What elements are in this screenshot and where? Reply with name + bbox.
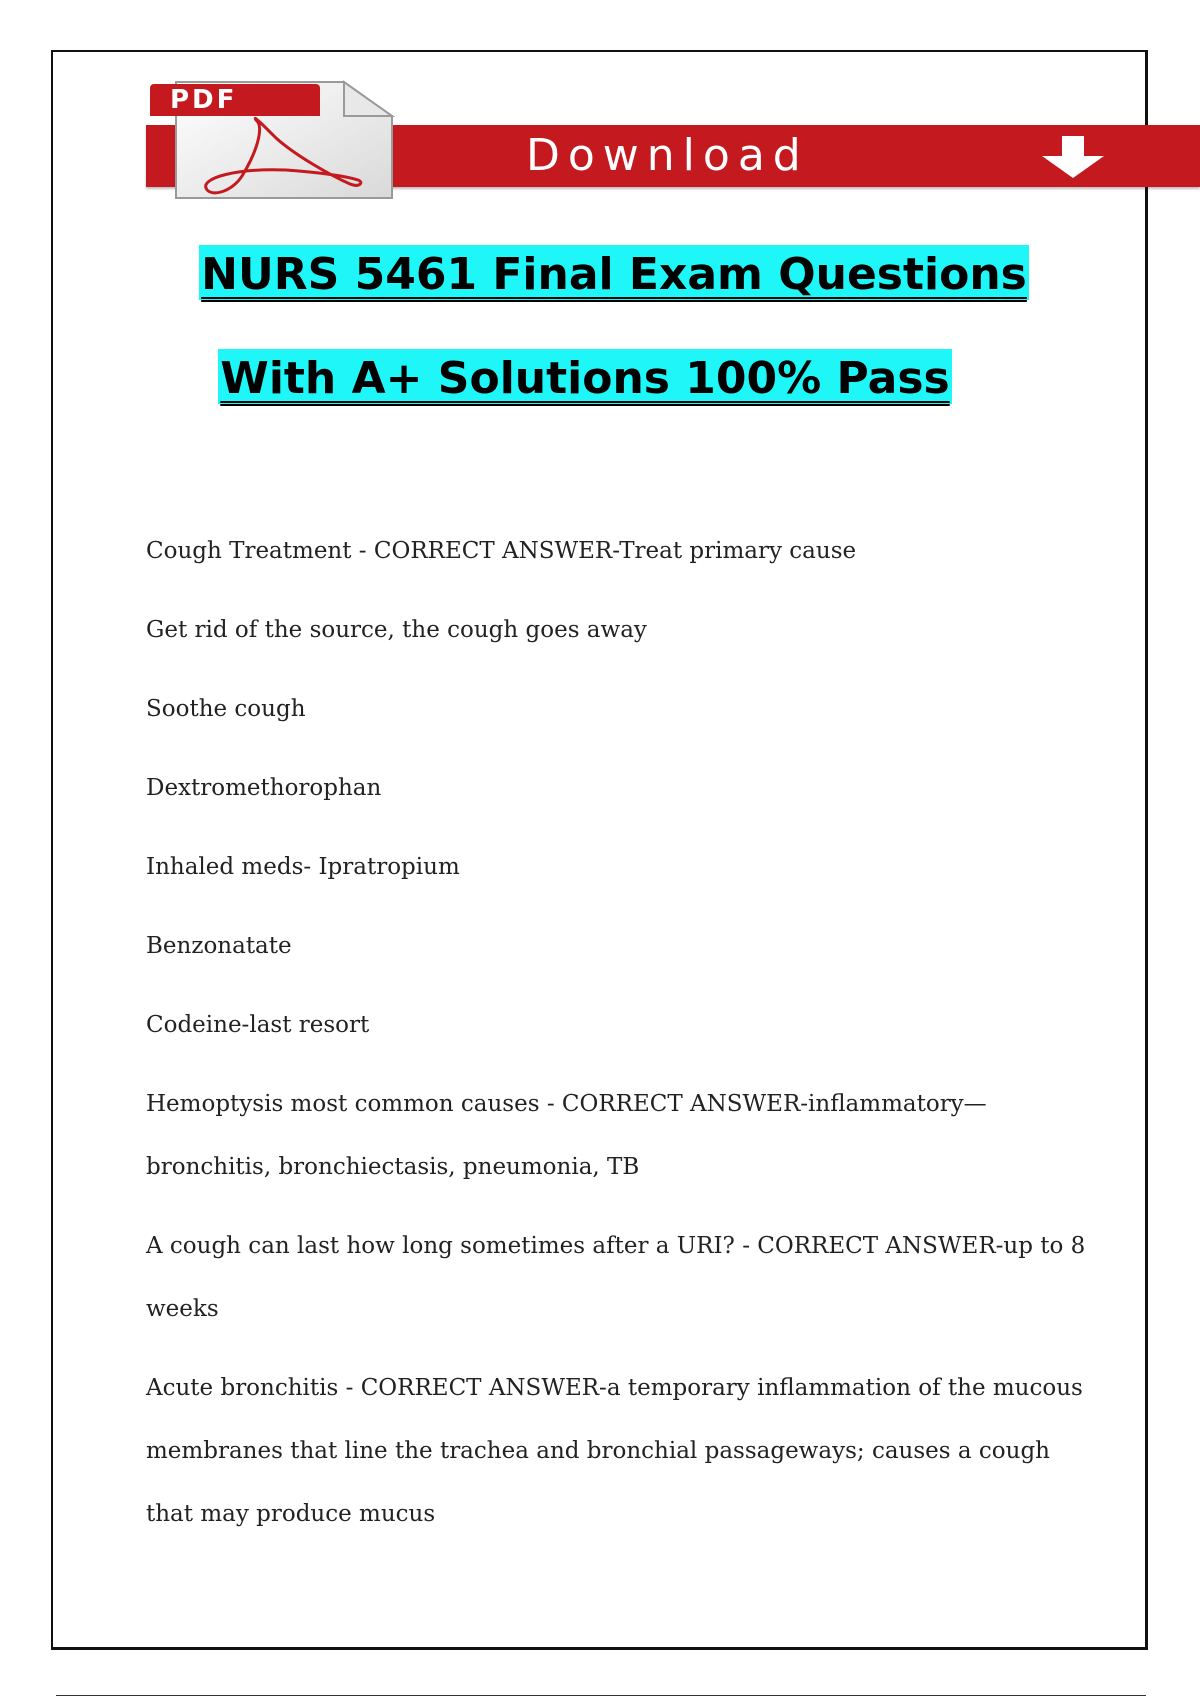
paragraph-hemoptysis: Hemoptysis most common causes - CORRECT ANSWER-inflammatory—bronchitis, bronchiectasis, pneumonia, TB — [146, 1091, 987, 1180]
document-title-line-1 — [14, 246, 1200, 304]
paragraph-cough-duration: A cough can last how long sometimes after a URI? - CORRECT ANSWER-up to 8 weeks — [146, 1233, 1086, 1322]
paragraph-benzonatate: Benzonatate — [146, 933, 292, 959]
paragraph-soothe: Soothe cough — [146, 696, 306, 722]
bottom-divider — [56, 1695, 1146, 1696]
title-text-2: With A+ Solutions 100% Pass — [218, 349, 951, 404]
paragraph-inhaled-meds: Inhaled meds- Ipratropium — [146, 854, 460, 880]
title-text-1: NURS 5461 Final Exam Questions — [199, 245, 1029, 300]
paragraph-acute-bronchitis: Acute bronchitis - CORRECT ANSWER-a temporary inflammation of the mucous membranes that line the trachea and bronchial passageways; causes a cough that may produce mucus — [146, 1375, 1083, 1527]
paragraph-cough-treatment: Cough Treatment - CORRECT ANSWER-Treat primary cause — [146, 538, 857, 564]
paragraph-source: Get rid of the source, the cough goes away — [146, 617, 647, 643]
pdf-file-icon — [146, 80, 406, 200]
document-title-line-2 — [0, 350, 1185, 408]
download-arrow-icon[interactable] — [1036, 134, 1110, 180]
download-label[interactable]: Download — [526, 130, 809, 181]
paragraph-codeine: Codeine-last resort — [146, 1012, 370, 1038]
pdf-label: PDF — [150, 84, 320, 116]
document-body — [146, 520, 1086, 1562]
paragraph-dextromethorphan: Dextromethorophan — [146, 775, 382, 801]
pdf-download-banner[interactable] — [146, 80, 1200, 200]
